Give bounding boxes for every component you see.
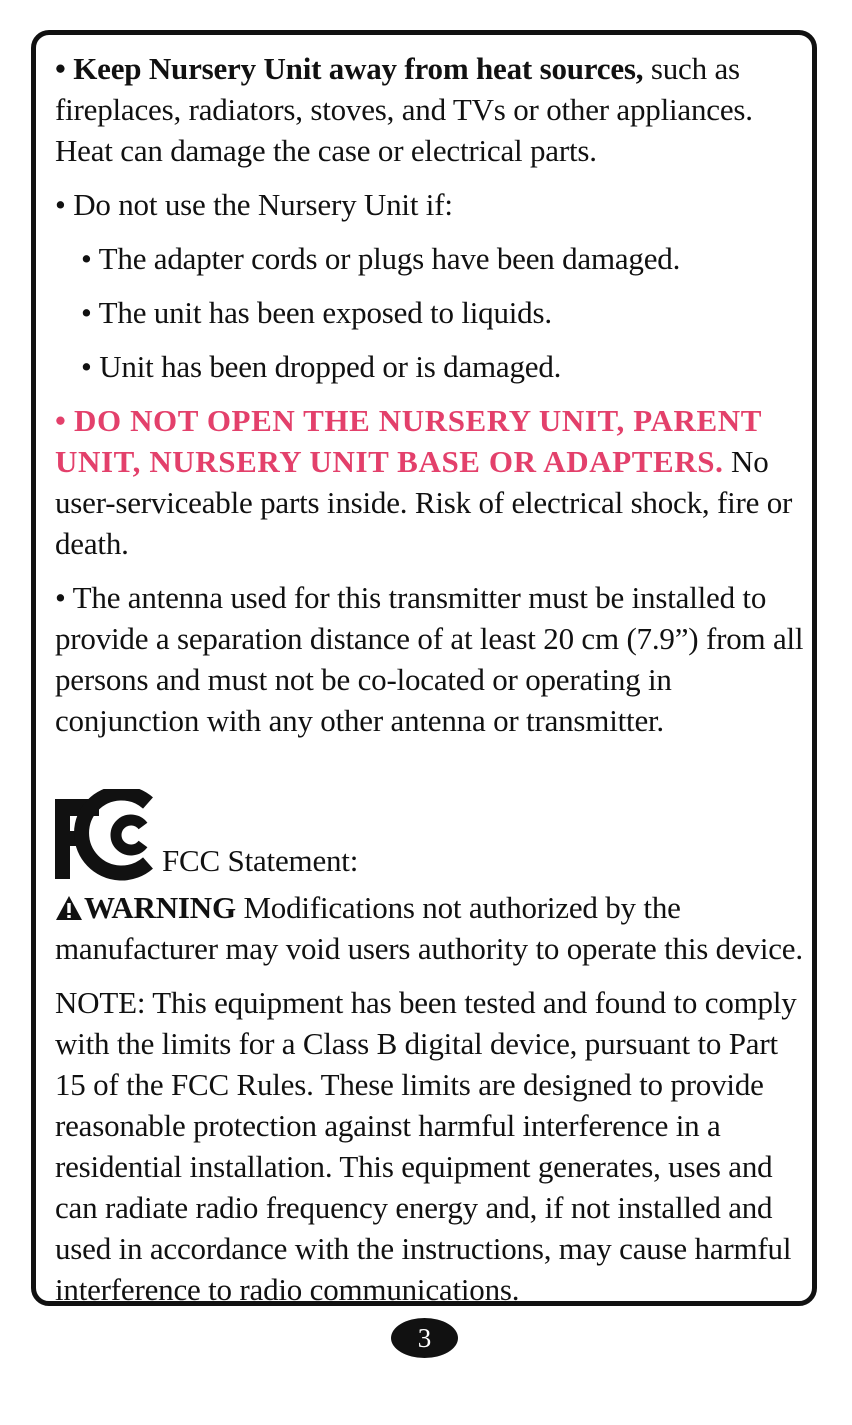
fcc-logo-icon <box>55 789 153 881</box>
bullet: • <box>81 295 92 330</box>
warning-paragraph <box>55 887 805 969</box>
bullet: • <box>55 51 66 86</box>
bullet: • <box>55 580 66 615</box>
warning-text: Modifications not authorized by the manufacturer may void users authority to operate this device. <box>55 890 803 966</box>
list-item <box>81 238 805 279</box>
list-item <box>81 346 805 387</box>
fcc-statement-row <box>55 789 805 887</box>
list-item-text: The unit has been exposed to liquids. <box>98 295 552 330</box>
safety-content <box>55 48 805 1323</box>
do-not-open-heading: DO NOT OPEN THE NURSERY UNIT, PARENT UNIT, NURSERY UNIT BASE OR ADAPTERS. <box>55 403 762 479</box>
do-not-open-text: No user-serviceable parts inside. Risk of electrical shock, fire or death. <box>55 444 793 561</box>
do-not-open-paragraph <box>55 400 805 564</box>
note-paragraph <box>55 982 805 1310</box>
note-text: NOTE: This equipment has been tested and found to comply with the limits for a Class B digital device, pursuant to Part 15 of the FCC Rules. These limits are designed to provide reasonable protection against harmful interference in a residential installation. This equipment generates, uses and can radiate radio frequency energy and, if not installed and used in accordance with the instructions, may cause harmful interference to radio communications. <box>55 985 797 1307</box>
list-item <box>81 292 805 333</box>
fcc-statement-label: FCC Statement: <box>162 843 359 878</box>
bullet: • <box>81 241 92 276</box>
antenna-paragraph <box>55 577 805 741</box>
do-not-use-paragraph <box>55 184 805 225</box>
warning-triangle-icon <box>55 895 83 921</box>
bullet: • <box>55 403 67 438</box>
list-item-text: The adapter cords or plugs have been damaged. <box>98 241 681 276</box>
bullet: • <box>55 187 66 222</box>
warning-label: WARNING <box>84 890 236 925</box>
list-item-text: Unit has been dropped or is damaged. <box>99 349 562 384</box>
heat-warning-text: such as fireplaces, radiators, stoves, and TVs or other appliances. Heat can damage the case or electrical parts. <box>55 51 753 168</box>
do-not-use-text: Do not use the Nursery Unit if: <box>73 187 453 222</box>
page-number-badge: 3 <box>391 1318 458 1358</box>
heat-warning-heading: Keep Nursery Unit away from heat sources, <box>73 51 644 86</box>
bullet: • <box>81 349 92 384</box>
antenna-text: The antenna used for this transmitter must be installed to provide a separation distance of at least 20 cm (7.9”) from all persons and must not be co-located or operating in conjunction with any other antenna or transmitter. <box>55 580 804 738</box>
heat-warning-paragraph <box>55 48 805 171</box>
